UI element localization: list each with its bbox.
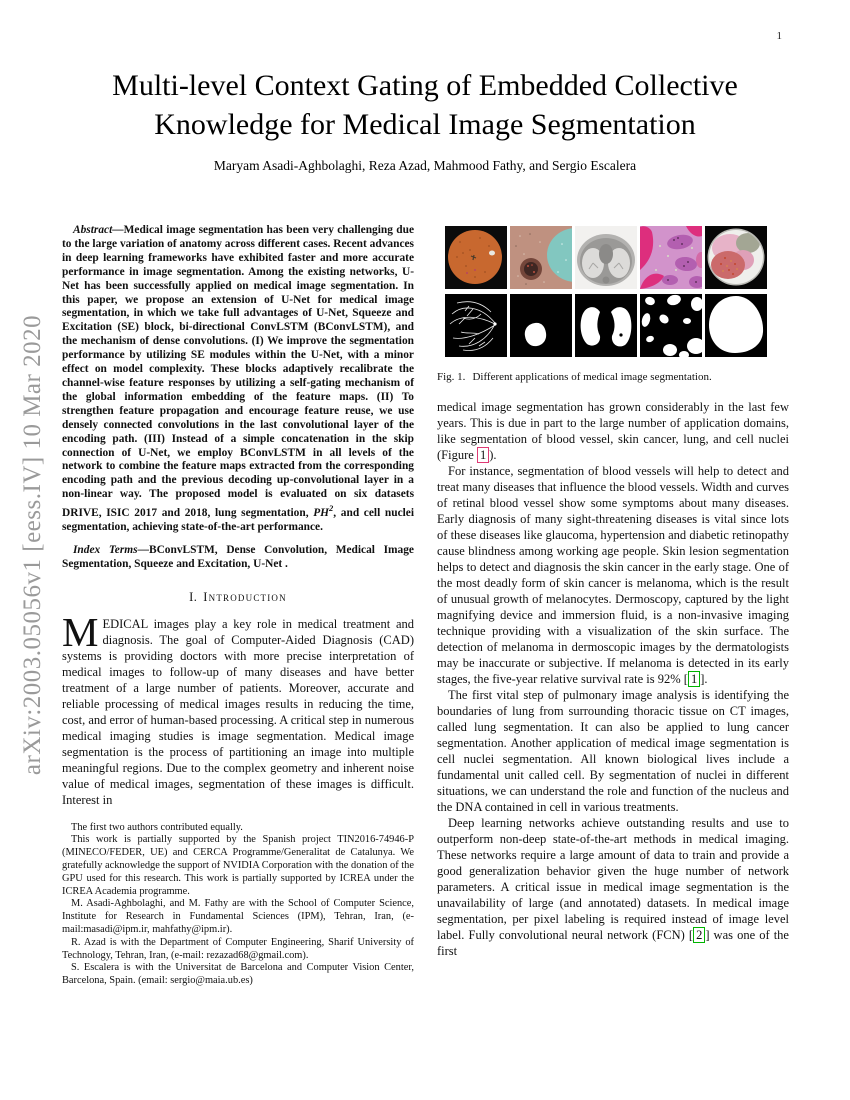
arxiv-stamp-label: arXiv:2003.05056v1 [eess.IV] 10 Mar 2020: [19, 314, 46, 776]
figure-1-grid: [445, 226, 767, 357]
figure-1-caption-text: Different applications of medical image segmentation.: [472, 371, 712, 383]
footnote-affiliation-sharif: R. Azad is with the Department of Computer Engineering, Sharif University of Technology, Tehran, Iran, (e-mail: rezazad68@gmail.com).: [62, 936, 414, 961]
page-number: 1: [776, 30, 782, 42]
abstract-body: Medical image segmentation has been very challenging due to the large variation of anatomy across different cases. Recent advances in deep learning frameworks have exhibited faster and more accurate performance in image segmentation. Among the existing networks, U-Net has been successfully applied on medical image segmentation. In this paper, we propose an extension of U-Net for medical image segmentation, in which we take full advantages of U-Net, Squeeze and Excitation (SE) block, bi-directional ConvLSTM (BConvLSTM), and the mechanism of dense convolutions. (I) We improve the segmentation performance by utilizing SE modules within the U-Net, with a minor effect on model complexity. These blocks adaptively recalibrate the channel-wise feature responses by utilizing a self-gating mechanism of the global information embedding of the feature maps. (II) To strengthen feature propagation and encourage feature reuse, we use densely connected convolutions in the last convolutional layer of the encoding path. (III) Instead of a simple concatenation in the skip connection of U-Net, we employ BConvLSTM in all levels of the network to combine the feature maps extracted from the corresponding encoding path and the previous decoding up-convolutional layer in a non-linear way. The proposed model is evaluated on six datasets DRIVE, ISIC 2017 and 2018, lung segmentation,: [62, 224, 414, 519]
citation-1-link[interactable]: 1: [688, 671, 700, 687]
authors-line: Maryam Asadi-Aghbolaghi, Reza Azad, Mahmood Fathy, and Sergio Escalera: [213, 158, 637, 173]
index-terms-label: Index Terms—: [73, 543, 149, 556]
intro-paragraph-text: EDICAL images play a key role in medical treatment and diagnosis. The goal of Computer-Aided Diagnosis (CAD) systems is providing doctors with more precise interpretation of medical images to follow-up of many diseases and have better treatment of a large number of patients. Moreover, accurate and reliable processing of medical images results in reducing the time, cost, and error of human-based processing. A critical step in numerous medical imaging studies is image segmentation. Medical image segmentation is the process of partitioning an image into multiple meaningful regions. Due to the complex geometry and inherent noise value of medical images, segmentation of these images is difficult. Interest in: [62, 616, 414, 807]
histopathology-image: [640, 226, 702, 289]
lung-mask: [575, 294, 637, 357]
paragraph-deep-learning-end: ] was one of the first: [437, 928, 789, 958]
paper-header: [0, 0, 850, 174]
footnote-affiliation-barcelona: S. Escalera is with the Universitat de Barcelona and Computer Vision Center, Barcelona, Spain. (email: sergio@maia.ub.es): [62, 962, 414, 987]
figure-1-link[interactable]: 1: [477, 447, 489, 463]
dermoscopy-lesion-mask: [705, 294, 767, 357]
index-terms-body: BConvLSTM, Dense Convolution, Medical Image Segmentation, Squeeze and Excitation, U-Net .: [62, 543, 414, 570]
abstract-paragraph: [62, 224, 414, 535]
math-ph-variable: PH: [313, 506, 330, 519]
figure-1: [437, 226, 789, 383]
paragraph-lung-nuclei: The first vital step of pulmonary image analysis is identifying the boundaries of lung from surrounding thoracic tissue on CT images, called lung segmentation. It can also be applied to lung cancer segmentation. Another application of medical image segmentation is cell nuclei segmentation. All known biological lives include a fundamental unit called cell. By segmentation of nuclei in different situations, we can understand the role and function of the nucleus and the DNA contained in cell in various treatments.: [437, 688, 789, 814]
section-title: Introduction: [203, 589, 287, 604]
skin-lesion-mask: [510, 294, 572, 357]
paragraph-continuation-text: medical image segmentation has grown considerably in the last few years. This is due in part to the large number of application domains, like segmentation of blood vessel, skin cancer, lung, and cell nuclei (Figure: [437, 400, 789, 462]
footnote-affiliation-ipm: M. Asadi-Aghbolaghi, and M. Fathy are with the School of Computer Science, Institute for Research in Fundamental Sciences (IPM), Tehran, Iran, (e-mail:masadi@ipm.ir, mahfathy@ipm.ir).: [62, 898, 414, 935]
dropcap-letter: M: [62, 608, 99, 655]
citation-2-link[interactable]: 2: [693, 927, 705, 943]
paragraph-continuation: [437, 399, 789, 463]
lung-ct-image: [575, 226, 637, 289]
right-column: [437, 224, 789, 988]
paper-title: Multi-level Context Gating of Embedded Collective Knowledge for Medical Image Segmentation: [112, 69, 738, 141]
intro-paragraph: [62, 608, 414, 808]
two-column-body: [0, 224, 850, 988]
section-heading-introduction: [62, 590, 414, 605]
retina-vessel-mask: [445, 294, 507, 357]
abstract-body-end: , and cell nuclei segmentation, achieving state-of-the-art performance.: [62, 506, 415, 533]
retina-fundus-image: [445, 226, 507, 289]
index-terms-paragraph: [62, 544, 414, 572]
paragraph-blood-vessels-end: ].: [700, 672, 708, 686]
section-number: I.: [189, 589, 198, 604]
paragraph-blood-vessels: [437, 463, 789, 687]
paragraph-deep-learning: [437, 815, 789, 959]
cell-nuclei-mask: [640, 294, 702, 357]
math-ph-exponent: 2: [329, 503, 334, 514]
footnote-equal-contribution: The first two authors contributed equally.: [71, 821, 243, 833]
footnote-funding: This work is partially supported by the Spanish project TIN2016-74946-P (MINECO/FEDER, UE) and CERCA Programme/Generalitat de Catalunya. We gratefully acknowledge the support of NVIDIA Corporation with the donation of the GPU used for this research. This work is partially supported by ICREA under the ICREA Academia programme.: [62, 834, 414, 897]
paragraph-blood-vessels-text: For instance, segmentation of blood vessels will help to detect and treat many diseases that influence the blood vessels. Width and curves of retinal blood vessel show some symptoms about many diseases. Early diagnosis of many sight-threatening diseases is vital since lots of these diseases like glaucoma, hypertension and diabetic retinopathy cause blindness among working age people. Skin lesion segmentation helps to detect and diagnosis the skin cancer in the early stage. One of the most deadly form of skin cancer is melanoma, which is the result of unusual growth of melanocytes. Dermoscopy, captured by the light magnifying device and immersion fluid, is a non-invasive imaging technique providing with a visualization of the skin surface. The detection of melanoma in dermoscopic images by the dermatologists may be inaccurate or subjective. If melanoma is detected in its early stages, the five-year relative survival rate is 92% [: [437, 464, 789, 686]
figure-1-caption-label: Fig. 1.: [437, 371, 466, 383]
skin-lesion-image: [510, 226, 572, 289]
abstract-label: Abstract—: [73, 224, 124, 236]
paragraph-deep-learning-text: Deep learning networks achieve outstanding results and use to outperform non-deep state-of-the-art methods in medical imaging. These networks require a large amount of data to train and provide a good generalization behavior given the huge number of network parameters. A critical issue in medical image segmentation is the unavailability of large (and annotated) datasets. In medical image segmentation, per pixel labeling is required instead of image level label. Fully convolutional neural network (FCN) [: [437, 816, 789, 942]
left-column: [62, 224, 414, 988]
dermoscopy-image: [705, 226, 767, 289]
footnotes-block: [62, 822, 414, 988]
figure-1-caption: [437, 371, 789, 383]
paragraph-continuation-end: ).: [489, 448, 497, 462]
